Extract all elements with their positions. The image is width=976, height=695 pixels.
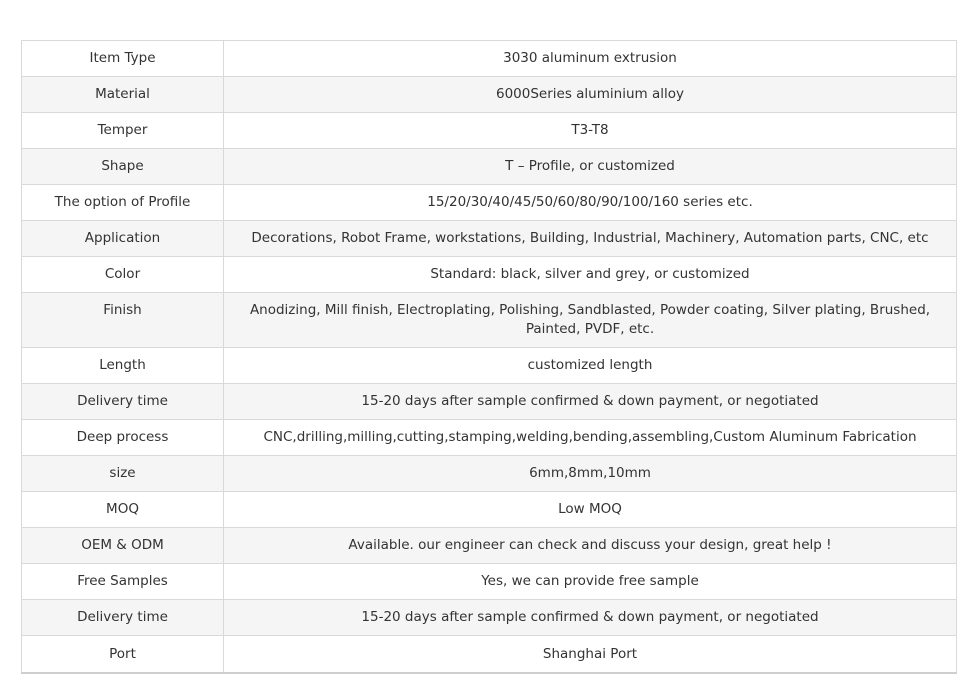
- row-value: 6000Series aluminium alloy: [224, 77, 957, 113]
- row-label: Temper: [22, 113, 224, 149]
- spec-table-container: [21, 40, 956, 674]
- table-row: [22, 77, 957, 113]
- row-label: The option of Profile: [22, 185, 224, 221]
- row-value: customized length: [224, 348, 957, 384]
- table-row: [22, 636, 957, 674]
- row-value: T – Profile, or customized: [224, 149, 957, 185]
- table-row: [22, 185, 957, 221]
- row-label: Free Samples: [22, 564, 224, 600]
- table-row: [22, 293, 957, 348]
- table-row: [22, 420, 957, 456]
- row-label: Application: [22, 221, 224, 257]
- row-value: Yes, we can provide free sample: [224, 564, 957, 600]
- row-label: Deep process: [22, 420, 224, 456]
- spec-table: [21, 40, 957, 674]
- row-value: CNC,drilling,milling,cutting,stamping,welding,bending,assembling,Custom Aluminum Fabrication: [224, 420, 957, 456]
- row-value: 6mm,8mm,10mm: [224, 456, 957, 492]
- table-row: [22, 348, 957, 384]
- row-label: Color: [22, 257, 224, 293]
- table-row: [22, 564, 957, 600]
- row-label: OEM & ODM: [22, 528, 224, 564]
- row-value: Anodizing, Mill finish, Electroplating, Polishing, Sandblasted, Powder coating, Silver plating, Brushed, Painted, PVDF, etc.: [224, 293, 957, 348]
- row-value: 15-20 days after sample confirmed & down payment, or negotiated: [224, 384, 957, 420]
- row-label: Shape: [22, 149, 224, 185]
- row-label: Item Type: [22, 41, 224, 77]
- row-value: T3-T8: [224, 113, 957, 149]
- table-row: [22, 600, 957, 636]
- table-row: [22, 113, 957, 149]
- table-row: [22, 149, 957, 185]
- table-row: [22, 221, 957, 257]
- row-value: 3030 aluminum extrusion: [224, 41, 957, 77]
- row-value: 15/20/30/40/45/50/60/80/90/100/160 series etc.: [224, 185, 957, 221]
- table-row: [22, 528, 957, 564]
- table-row: [22, 257, 957, 293]
- row-value: Decorations, Robot Frame, workstations, Building, Industrial, Machinery, Automation parts, CNC, etc: [224, 221, 957, 257]
- table-row: [22, 492, 957, 528]
- row-label: Port: [22, 636, 224, 674]
- row-label: size: [22, 456, 224, 492]
- table-row: [22, 384, 957, 420]
- row-value: Available. our engineer can check and discuss your design, great help !: [224, 528, 957, 564]
- row-label: MOQ: [22, 492, 224, 528]
- row-label: Finish: [22, 293, 224, 348]
- row-label: Material: [22, 77, 224, 113]
- row-label: Delivery time: [22, 600, 224, 636]
- row-value: 15-20 days after sample confirmed & down payment, or negotiated: [224, 600, 957, 636]
- table-row: [22, 456, 957, 492]
- row-value: Shanghai Port: [224, 636, 957, 674]
- row-label: Delivery time: [22, 384, 224, 420]
- row-value: Low MOQ: [224, 492, 957, 528]
- table-row: [22, 41, 957, 77]
- row-value: Standard: black, silver and grey, or customized: [224, 257, 957, 293]
- row-label: Length: [22, 348, 224, 384]
